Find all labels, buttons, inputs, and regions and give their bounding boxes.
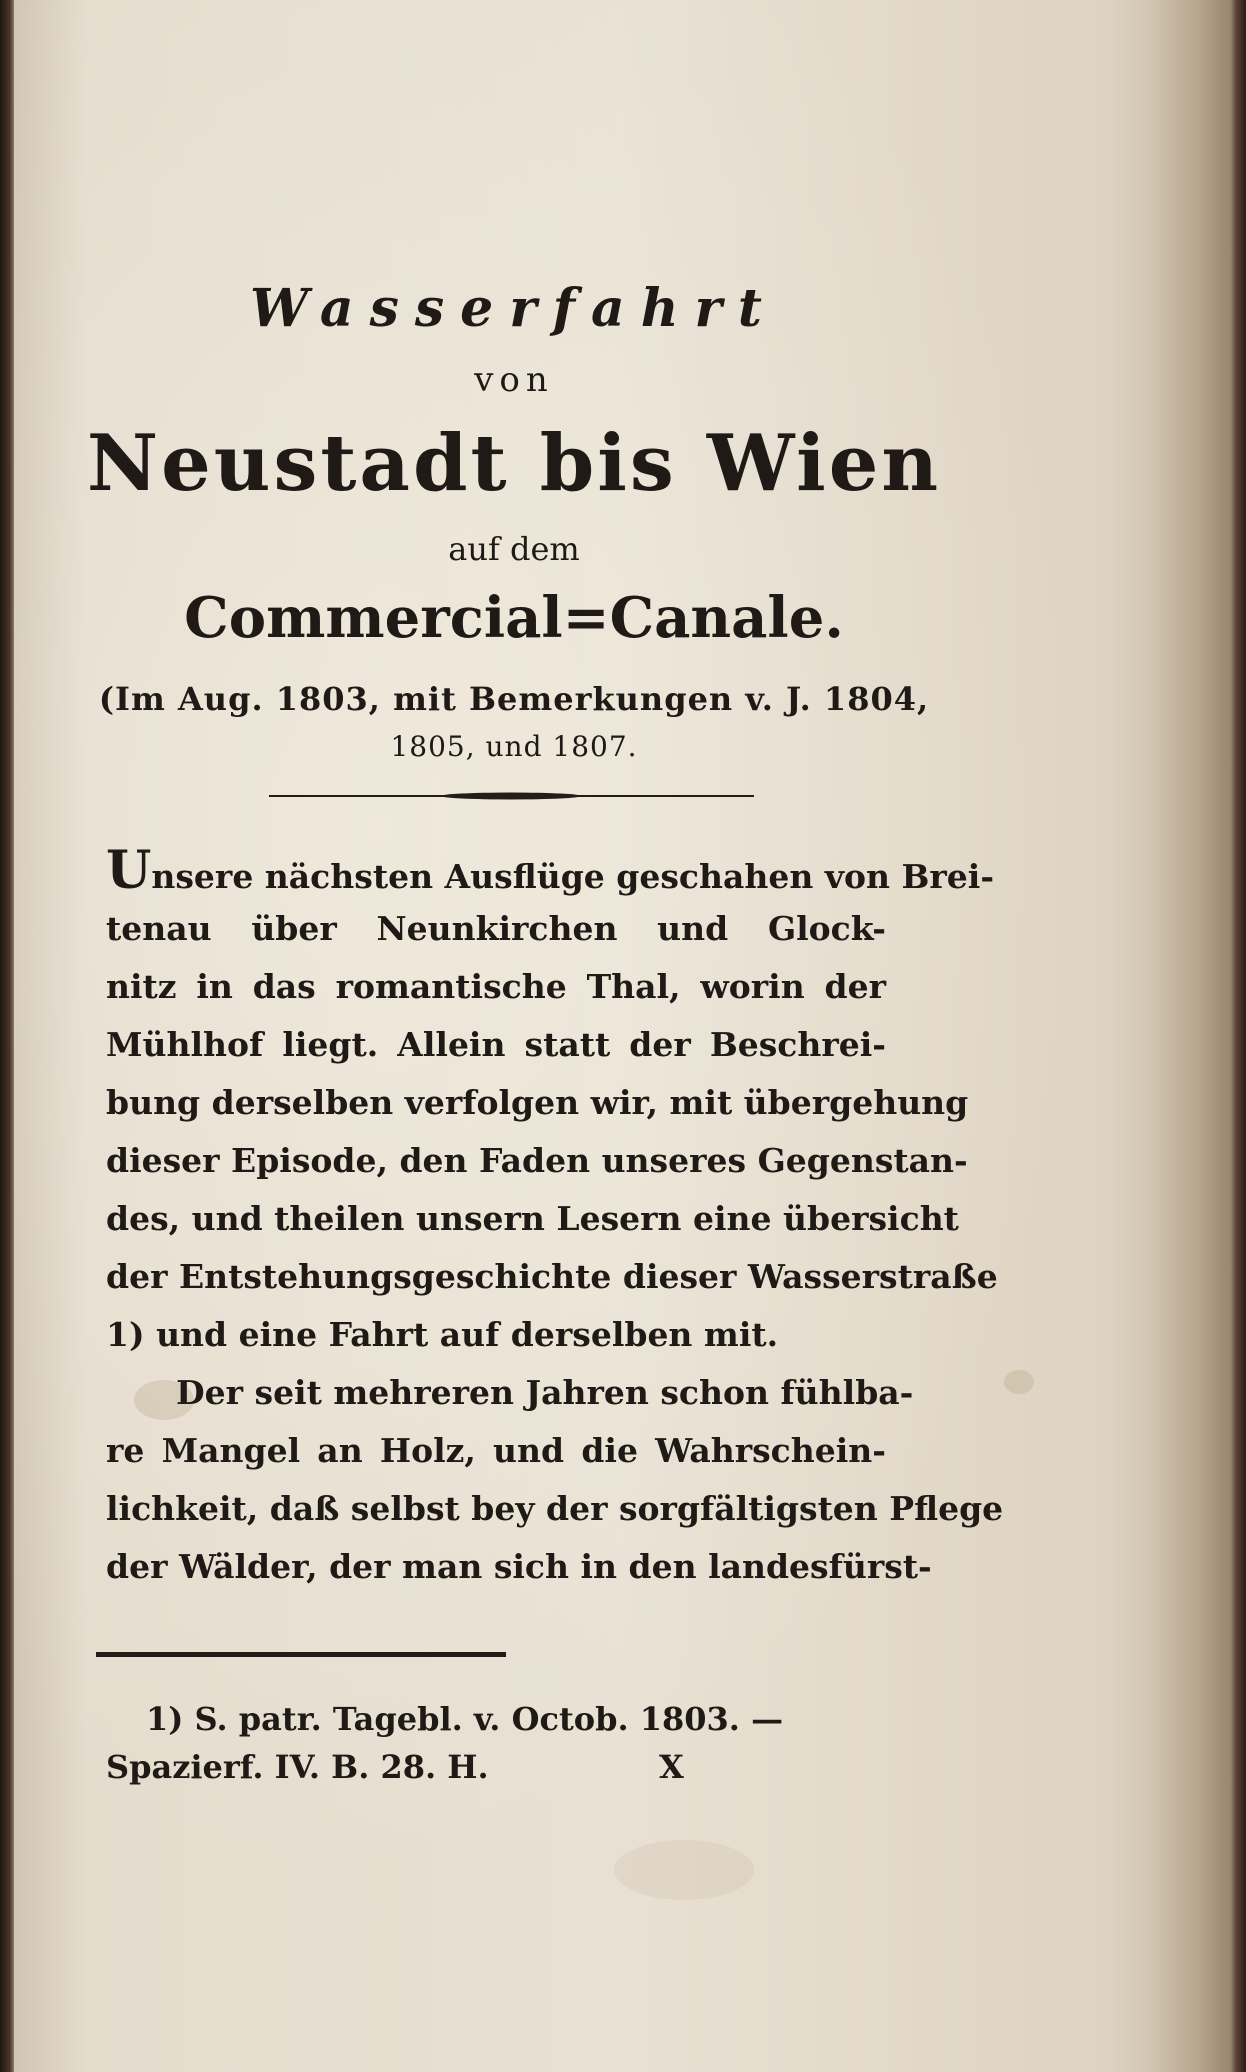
page-edge-wear [1150,0,1230,2072]
paper-stain [614,1840,754,1900]
body-line: Der seit mehreren Jahren schon fühlba- [176,1373,914,1412]
subtitle-date-line: (Im Aug. 1803, mit Bemerkungen v. J. 1804, [98,680,930,718]
body-paragraph [106,840,1004,1596]
title-line-neustadt-bis-wien: Neustadt bis Wien [86,418,942,509]
body-line: nitz in das romantische Thal, worin der [106,967,886,1006]
ornamental-rule [269,792,754,800]
title-line-auf-dem: auf dem [448,530,580,568]
body-line: Unsere nächsten Ausflüge geschahen von Brei- [106,840,995,901]
drop-capital: U [106,840,152,901]
signature-mark: X [659,1748,684,1786]
body-line: dieser Episode, den Faden unseres Gegenstan- [106,1141,968,1180]
footnote-line: 1) S. patr. Tagebl. v. Octob. 1803. — [146,1700,784,1738]
title-line-wasserfahrt: Wasserfahrt [250,278,778,339]
body-line: der Wälder, der man sich in den landesfürst- [106,1547,932,1586]
body-line: tenau über Neunkirchen und Glock- [106,909,886,948]
book-page [14,0,1230,2072]
body-line: lichkeit, daß selbst bey der sorgfältigsten Pflege [106,1489,1004,1528]
body-line: re Mangel an Holz, und die Wahrschein- [106,1431,886,1470]
body-line: 1) und eine Fahrt auf derselben mit. [106,1315,779,1354]
footnote-line: Spazierf. IV. B. 28. H. [106,1748,489,1786]
book-spine-left [0,0,14,2072]
body-line: der Entstehungsgeschichte dieser Wasserstraße [106,1257,998,1296]
paper-stain [1004,1370,1034,1394]
footnote-rule [96,1652,506,1657]
body-line: Mühlhof liegt. Allein statt der Beschrei- [106,1025,886,1064]
title-line-commercial-canale: Commercial=Canale. [184,585,844,651]
subtitle-years-line: 1805, und 1807. [390,730,638,763]
title-line-von: von [474,360,554,400]
body-line: bung derselben verfolgen wir, mit übergehung [106,1083,969,1122]
body-line: des, und theilen unsern Lesern eine übersicht [106,1199,959,1238]
book-edge-right [1230,0,1246,2072]
